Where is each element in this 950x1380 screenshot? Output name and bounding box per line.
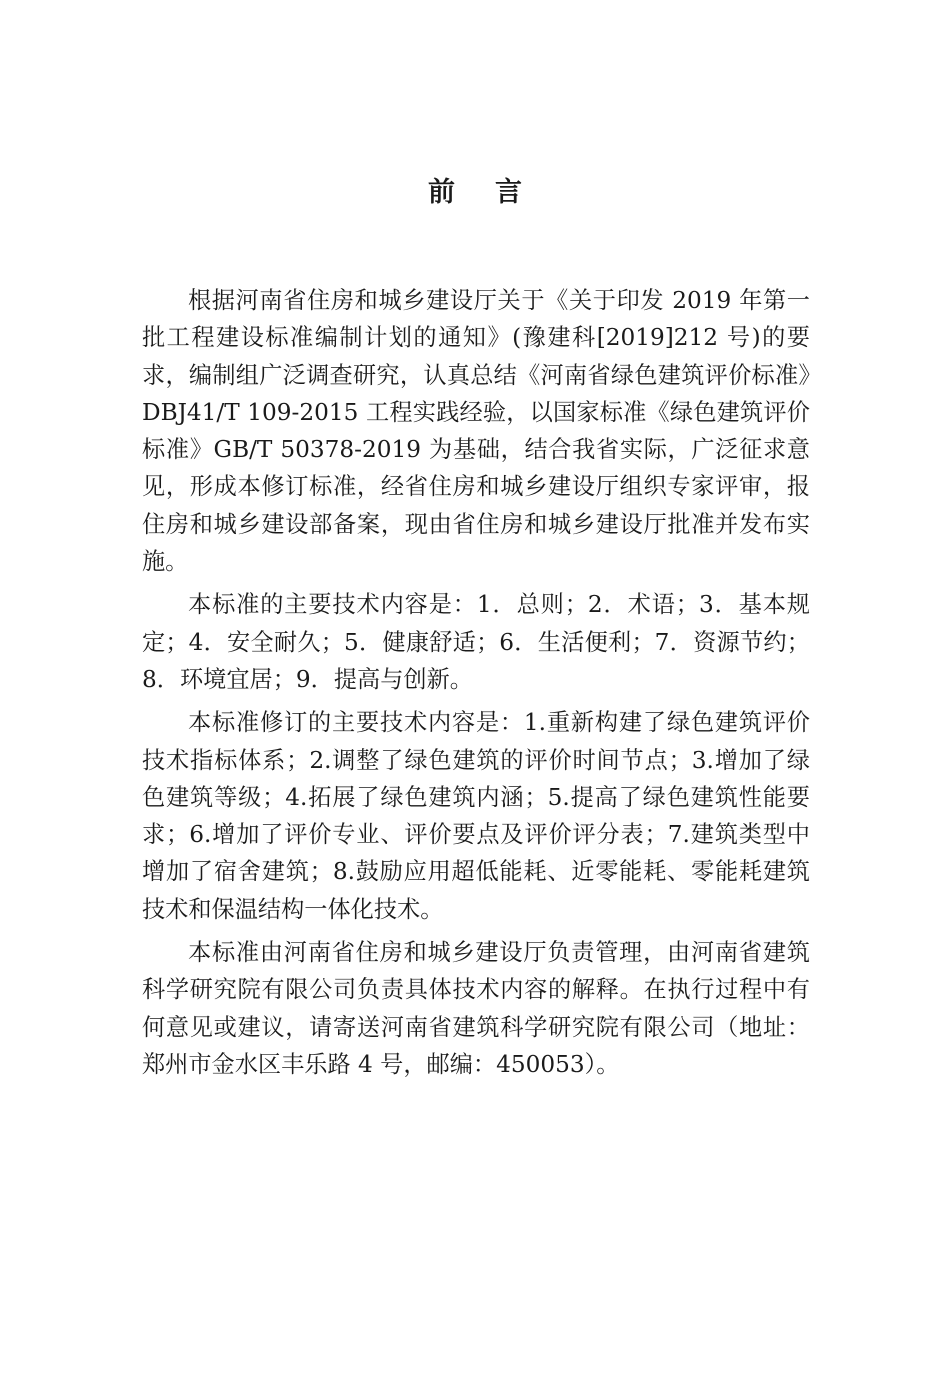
- title-char-1: 前: [428, 177, 455, 208]
- paragraph-compilation-basis: 根据河南省住房和城乡建设厅关于《关于印发 2019 年第一批工程建设标准编制计划的通知》(豫建科[2019]212 号)的要求，编制组广泛调查研究，认真总结《河南省绿色建筑评价标准》DBJ41/T 109-2015 工程实践经验，以国家标准《绿色建筑评价标准》GB/T 50378-2019 为基础，结合我省实际，广泛征求意见，形成本修订标准，经省住房和城乡建设厅组织专家评审，报住房和城乡建设部备案，现由省住房和城乡建设厅批准并发布实施。: [142, 287, 810, 576]
- title-char-2: 言: [495, 177, 522, 208]
- paragraph-administration-contact: 本标准由河南省住房和城乡建设厅负责管理，由河南省建筑科学研究院有限公司负责具体技术内容的解释。在执行过程中有何意见或建议，请寄送河南省建筑科学研究院有限公司（地址：郑州市金水区丰乐路 4 号，邮编：450053）。: [142, 939, 810, 1078]
- page-title: [0, 170, 950, 209]
- paragraph-revision-contents: 本标准修订的主要技术内容是：1.重新构建了绿色建筑评价技术指标体系；2.调整了绿色建筑的评价时间节点；3.增加了绿色建筑等级；4.拓展了绿色建筑内涵；5.提高了绿色建筑性能要求；6.增加了评价专业、评价要点及评价评分表；7.建筑类型中增加了宿舍建筑；8.鼓励应用超低能耗、近零能耗、零能耗建筑技术和保温结构一体化技术。: [142, 709, 810, 923]
- preface-body: [142, 282, 810, 1089]
- paragraph-main-contents: 本标准的主要技术内容是：1．总则；2．术语；3．基本规定；4．安全耐久；5．健康舒适；6．生活便利；7．资源节约；8．环境宜居；9．提高与创新。: [142, 591, 810, 693]
